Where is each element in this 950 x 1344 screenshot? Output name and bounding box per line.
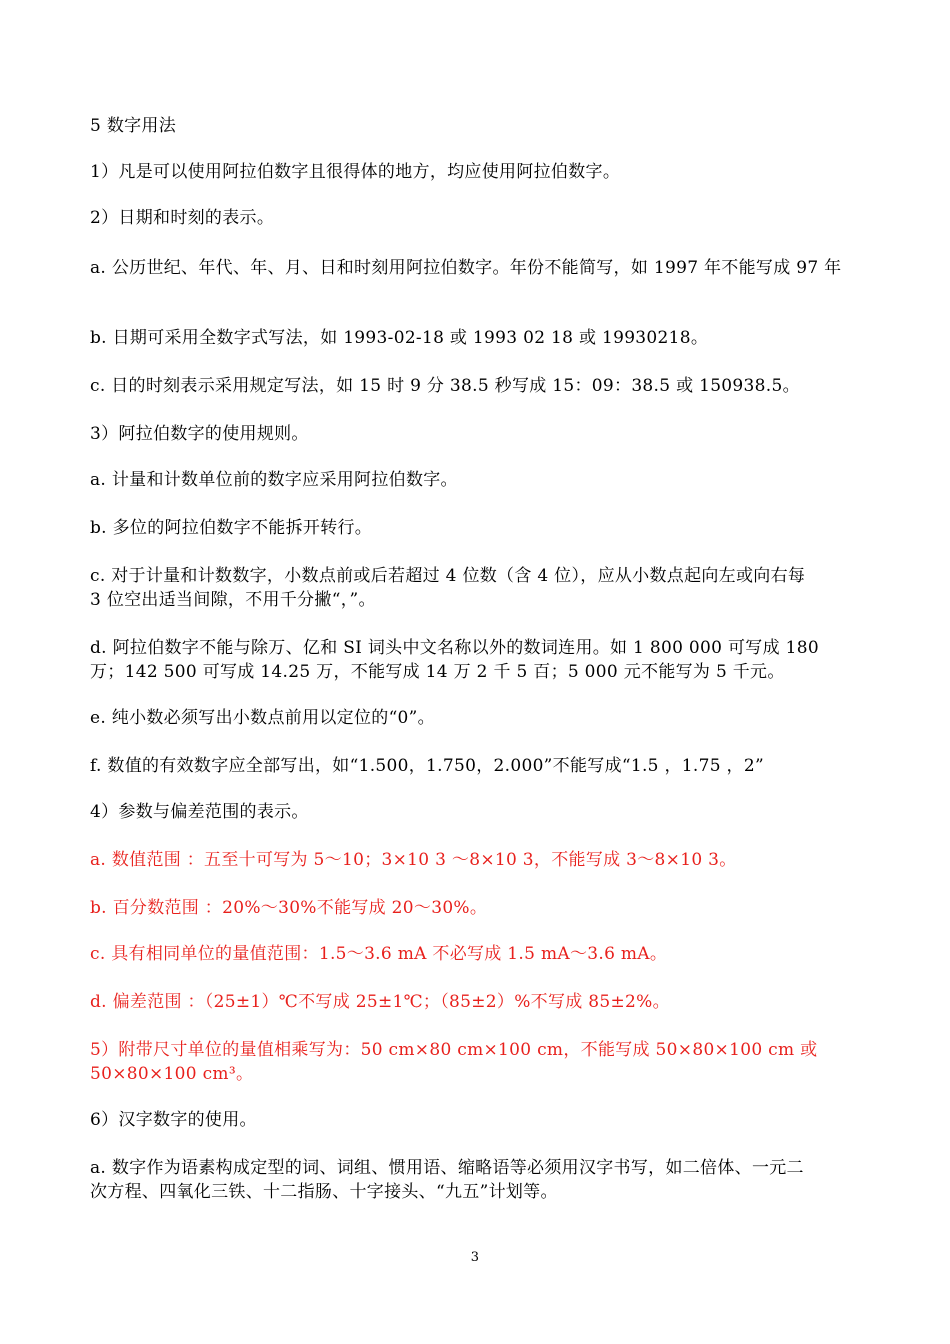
list-item: b. 多位的阿拉伯数字不能拆开转行。 — [90, 518, 373, 538]
list-item: d. 阿拉伯数字不能与除万、亿和 SI 词头中文名称以外的数词连用。如 1 800 000 可写成 180 — [90, 638, 819, 658]
list-item: b. 日期可采用全数字式写法，如 1993-02-18 或 1993 02 18 或 19930218。 — [90, 328, 709, 348]
highlighted-paragraph-continuation: 50×80×100 cm³。 — [90, 1064, 254, 1084]
list-item: a. 公历世纪、年代、年、月、日和时刻用阿拉伯数字。年份不能简写，如 1997 年不能写成 97 年 — [90, 258, 842, 278]
list-item: a. 计量和计数单位前的数字应采用阿拉伯数字。 — [90, 470, 458, 490]
list-item-continuation: 万；142 500 可写成 14.25 万，不能写成 14 万 2 千 5 百；5 000 元不能写为 5 千元。 — [90, 662, 785, 682]
list-item: c. 对于计量和计数数字，小数点前或后若超过 4 位数（含 4 位），应从小数点起向左或向右每 — [90, 566, 806, 586]
list-item-continuation: 3 位空出适当间隙，不用千分撇“，”。 — [90, 590, 376, 610]
highlighted-paragraph: 5）附带尺寸单位的量值相乘写为：50 cm×80 cm×100 cm，不能写成 50×80×100 cm 或 — [90, 1040, 818, 1060]
list-item-continuation: 次方程、四氧化三铁、十二指肠、十字接头、“九五”计划等。 — [90, 1182, 558, 1202]
highlighted-list-item: d. 偏差范围 ：（25±1）℃不写成 25±1℃；（85±2）%不写成 85±2%。 — [90, 992, 670, 1012]
list-item: c. 日的时刻表示采用规定写法，如 15 时 9 分 38.5 秒写成 15：09：38.5 或 150938.5。 — [90, 376, 800, 396]
subsection-heading: 6）汉字数字的使用。 — [90, 1110, 257, 1130]
list-item: a. 数字作为语素构成定型的词、词组、惯用语、缩略语等必须用汉字书写，如二倍体、一元二 — [90, 1158, 804, 1178]
highlighted-list-item: b. 百分数范围 ：20%～30%不能写成 20～30%。 — [90, 898, 488, 918]
highlighted-list-item: c. 具有相同单位的量值范围：1.5～3.6 mA 不必写成 1.5 mA～3.6 mA。 — [90, 944, 668, 964]
subsection-heading: 2）日期和时刻的表示。 — [90, 208, 275, 228]
subsection-heading: 3）阿拉伯数字的使用规则。 — [90, 424, 309, 444]
highlighted-list-item: a. 数值范围 ：五至十可写为 5～10；3×10 3 ～8×10 3，不能写成 3～8×10 3。 — [90, 850, 737, 870]
paragraph: 1）凡是可以使用阿拉伯数字且很得体的地方，均应使用阿拉伯数字。 — [90, 162, 621, 182]
section-heading: 5 数字用法 — [90, 116, 177, 136]
page-number: 3 — [470, 1250, 480, 1265]
list-item: e. 纯小数必须写出小数点前用以定位的“0”。 — [90, 708, 435, 728]
list-item: f. 数值的有效数字应全部写出，如“1.500，1.750，2.000”不能写成“1.5 ，1.75 ，2” — [90, 756, 764, 776]
subsection-heading: 4）参数与偏差范围的表示。 — [90, 802, 309, 822]
